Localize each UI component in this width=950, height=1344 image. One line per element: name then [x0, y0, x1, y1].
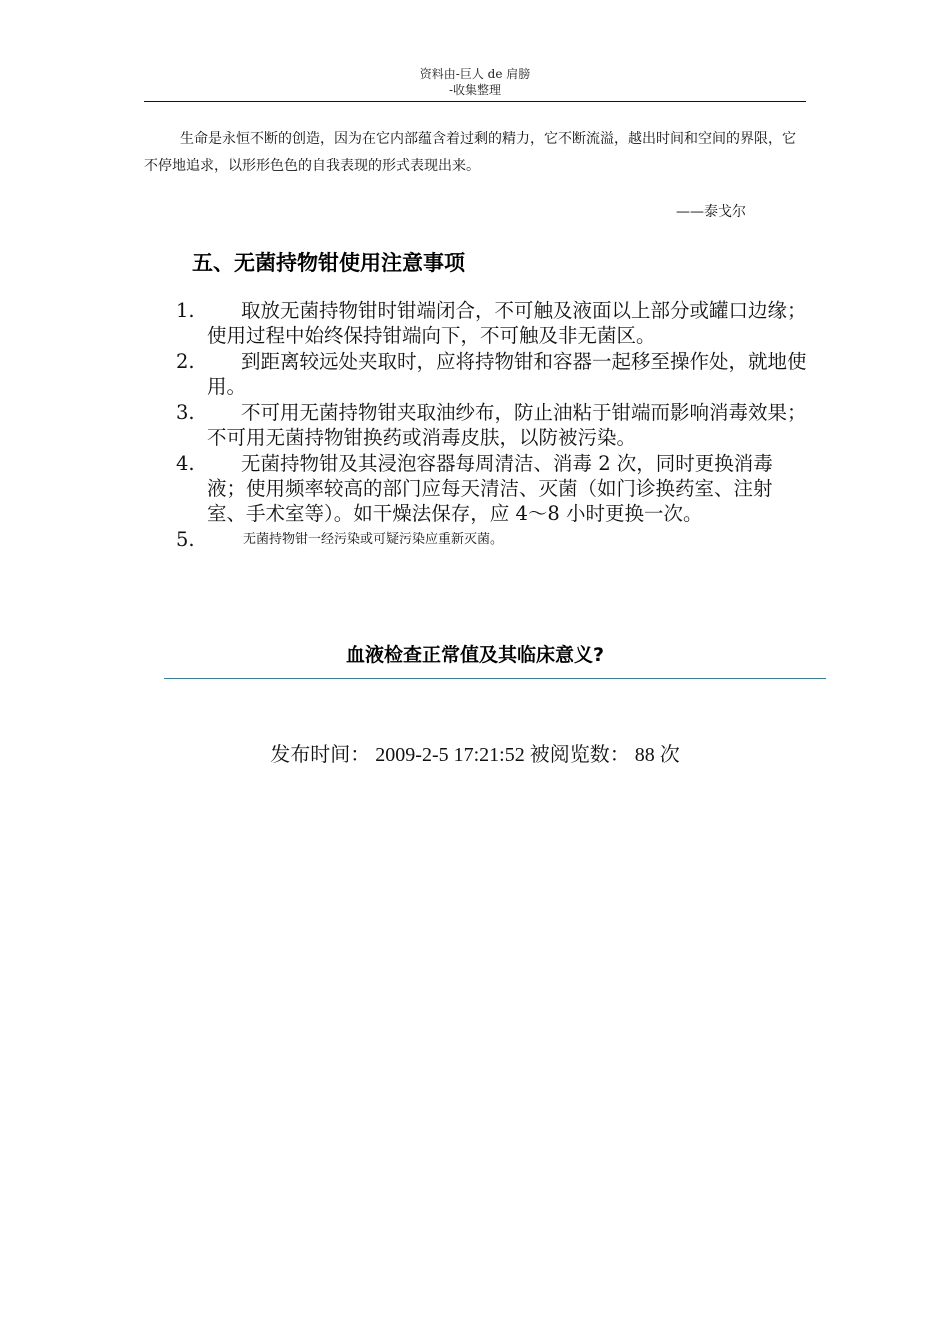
list-item-text: 到距离较远处夹取时，应将持物钳和容器一起移至操作处，就地使用。: [207, 350, 807, 398]
list-item-text: 无菌持物钳及其浸泡容器每周清洁、消毒 2 次，同时更换消毒液；使用频率较高的部门应每天清洁、灭菌（如门诊换药室、注射室、手术室等）。如干燥法保存，应 4～8 小时更换一次。: [207, 452, 773, 525]
header-line-2: -收集整理: [448, 83, 502, 97]
list-item-number: 4.: [176, 452, 195, 475]
list-item: [176, 349, 810, 399]
publish-info: 发布时间： 2009-2-5 17:21:52 被阅览数： 88 次: [270, 744, 680, 766]
header-line-1: 资料由-巨人 de 肩膀: [419, 67, 531, 81]
list-item-text: 不可用无菌持物钳夹取油纱布，防止油粘于钳端而影响消毒效果；不可用无菌持物钳换药或消毒皮肤，以防被污染。: [207, 401, 807, 449]
list-item-number: 5.: [176, 528, 195, 551]
list-item-number: 1.: [176, 299, 195, 322]
list-item-number: 2.: [176, 350, 195, 373]
quote-paragraph: 生命是永恒不断的创造，因为在它内部蕴含着过剩的精力，它不断流溢，越出时间和空间的界限，它不停地追求，以形形色色的自我表现的形式表现出来。: [144, 131, 796, 174]
list-item: [176, 451, 810, 526]
quote-author: ——泰戈尔: [676, 204, 746, 220]
list-item-text: 取放无菌持物钳时钳端闭合，不可触及液面以上部分或罐口边缘；使用过程中始终保持钳端向下，不可触及非无菌区。: [207, 299, 807, 347]
article-title: 血液检查正常值及其临床意义?: [345, 644, 605, 666]
list-item-number: 3.: [176, 401, 195, 424]
list-item: [176, 527, 810, 552]
title-divider: [164, 678, 826, 679]
list-item: [176, 298, 810, 348]
page-header: [144, 66, 806, 98]
header-divider: [144, 101, 806, 102]
section-title: 五、无菌持物钳使用注意事项: [192, 251, 465, 275]
list-item-text: 无菌持物钳一经污染或可疑污染应重新灭菌。: [243, 532, 504, 547]
list-item: [176, 400, 810, 450]
precautions-list: [176, 298, 810, 553]
